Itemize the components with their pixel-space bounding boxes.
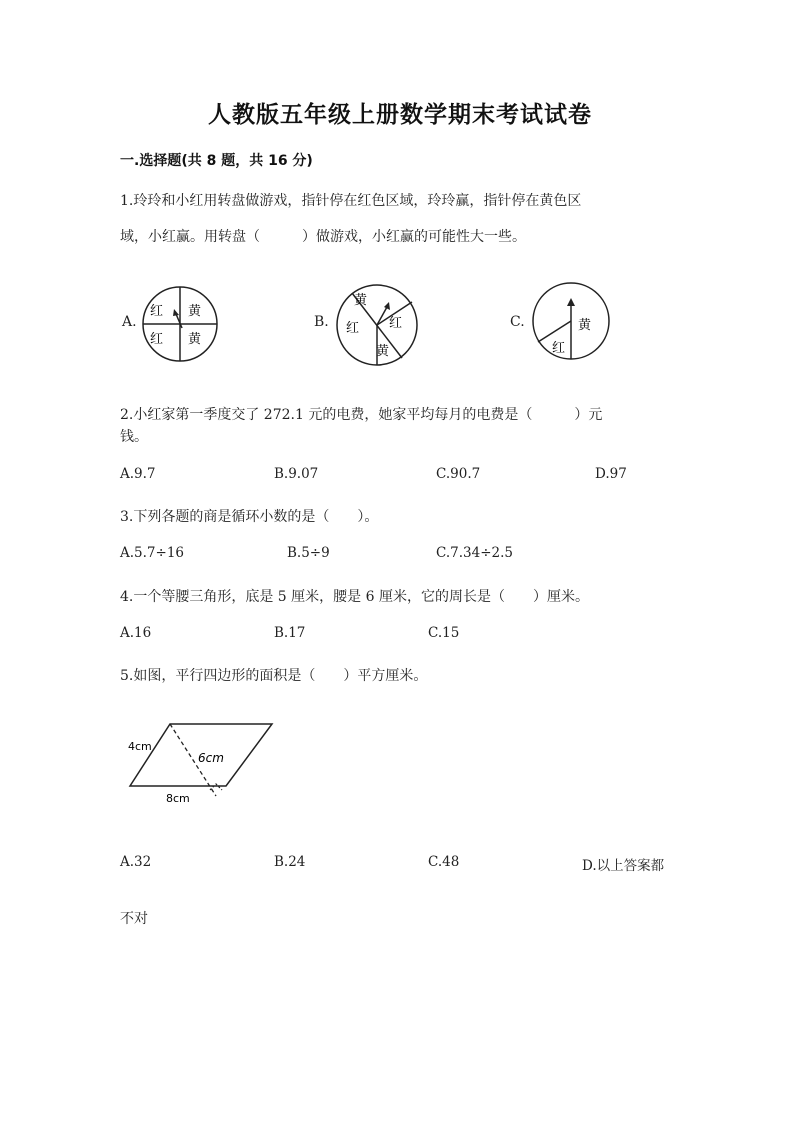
q3-option-a: A.5.7÷16 [120,545,184,561]
q4-option-b: B.17 [274,625,306,641]
parallelogram-side-label: 4cm [128,740,152,753]
q2-text-line1: 2.小红家第一季度交了 272.1 元的电费，她家平均每月的电费是（ ）元 [120,407,603,423]
q4-option-a: A.16 [120,625,152,641]
q2-option-d: D.97 [595,466,627,482]
parallelogram-base-label: 8cm [166,792,190,805]
q5-option-c: C.48 [428,854,460,870]
q5-option-a: A.32 [120,854,152,870]
q2-option-a: A.9.7 [120,466,156,482]
q1-text-line1: 1.玲玲和小红用转盘做游戏，指针停在红色区域，玲玲赢，指针停在黄色区 [120,193,582,209]
q1-option-c-label: C. [510,314,525,330]
spinner-c-yellow: 黄 [578,318,592,333]
spinner-a-diagram [140,284,222,366]
spinner-a-yellow-1: 黄 [188,304,202,319]
q1-option-b-label: B. [314,314,329,330]
spinner-c-diagram [530,280,614,364]
q3-option-b: B.5÷9 [287,545,330,561]
q5-option-d-continuation: 不对 [120,911,148,927]
spinner-b-diagram [332,280,422,370]
spinner-b-yellow-2: 黄 [376,344,390,359]
q1-text-line2: 域，小红赢。用转盘（ ）做游戏，小红赢的可能性大一些。 [120,229,526,245]
q3-option-c: C.7.34÷2.5 [436,545,513,561]
page-title: 人教版五年级上册数学期末考试试卷 [208,102,592,128]
q2-option-c: C.90.7 [436,466,481,482]
spinner-b-red-1: 红 [346,321,360,336]
spinner-a-red-2: 红 [150,332,164,347]
spinner-a-yellow-2: 黄 [188,332,202,347]
q3-text: 3.下列各题的商是循环小数的是（ ）。 [120,509,379,525]
q5-option-d: D.以上答案都 [582,858,665,874]
spinner-b-red-2: 红 [389,316,403,331]
spinner-c-red: 红 [552,341,566,356]
q5-option-b: B.24 [274,854,306,870]
q2-option-b: B.9.07 [274,466,319,482]
section-heading: 一.选择题(共 8 题，共 16 分) [120,153,313,169]
q5-text: 5.如图，平行四边形的面积是（ ）平方厘米。 [120,668,428,684]
q4-text: 4.一个等腰三角形，底是 5 厘米，腰是 6 厘米，它的周长是（ ）厘米。 [120,589,589,605]
parallelogram-diagram [124,718,284,810]
spinner-a-red-1: 红 [150,304,164,319]
spinner-b-yellow-1: 黄 [354,293,368,308]
q1-option-a-label: A. [122,314,137,330]
q2-text-line2: 钱。 [120,429,148,445]
parallelogram-height-label: 6cm [198,751,224,765]
q4-option-c: C.15 [428,625,460,641]
